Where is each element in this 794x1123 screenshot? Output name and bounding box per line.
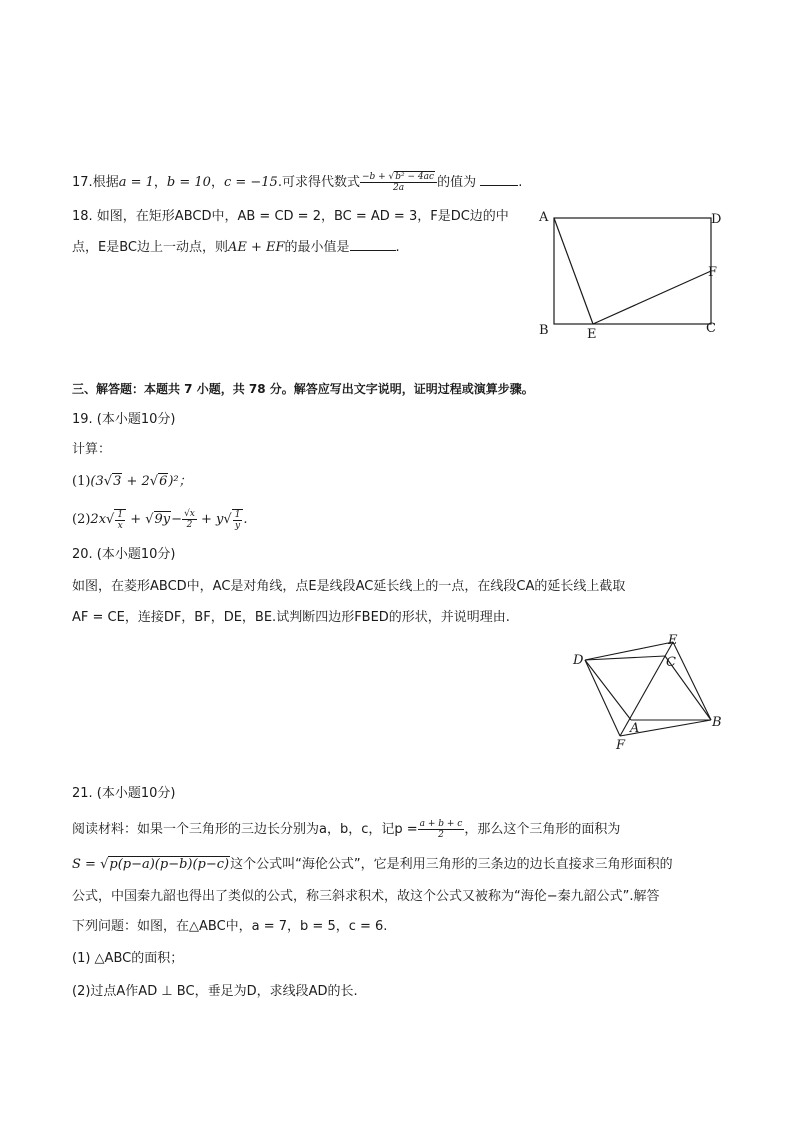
label-a: A [539, 210, 549, 225]
q19-part-1: (1)(3√3 + 2√6)²； [72, 474, 192, 489]
label-a: A [630, 721, 640, 736]
label-f: F [708, 265, 718, 280]
q20-line-2: AF = CE，连接DF，BF，DE，BE.试判断四边形FBED的形状，并说明理由. [72, 610, 510, 625]
q18-line-2: 点，E是BC边上一动点，则AE + EF的最小值是 . [72, 240, 400, 255]
q20-heading: 20. (本小题10分) [72, 547, 176, 562]
q18-rectangle-figure [530, 205, 730, 345]
q17-number: 17. [72, 175, 93, 190]
label-f: F [616, 738, 626, 753]
label-b: B [712, 715, 722, 730]
label-d: D [711, 212, 722, 227]
segment-ae [554, 218, 593, 324]
q17-b-value: b = 10 [166, 175, 211, 190]
label-e: E [668, 633, 678, 648]
label-c: C [706, 321, 716, 336]
q18-answer-blank[interactable] [350, 238, 396, 251]
q17-a-value: a = 1 [118, 175, 154, 190]
label-d: D [573, 653, 584, 668]
q21-line-2: S = √p(p−a)(p−b)(p−c)这个公式叫“海伦公式”，它是利用三角形的三条边的边长直接求三角形面积的 [72, 857, 673, 872]
q17-c-value: c = −15 [223, 175, 278, 190]
label-c: C [666, 655, 676, 670]
q19-part-2: (2)2x√ $\frac{1}{x}$ + √9y− $\frac{√x}{2}$ + y√ $\frac{1}{y}$ . [72, 509, 248, 531]
q17-fraction: $\frac{\text{−b + √b² − 4ac}}{2a}$ [360, 172, 437, 193]
q21-part-1: (1) △ABC的面积； [72, 951, 184, 966]
q21-line-3: 公式，中国秦九韶也得出了类似的公式，称三斜求积术，故这个公式又被称为“海伦−秦九韶公式”.解答 [72, 889, 660, 904]
segment-ef [593, 271, 711, 324]
question-17: 17.根据a = 1，b = 10，c = −15.可求得代数式 $\frac{\text{−b + √b² − 4ac}}{2a}$ 的值为 . [72, 172, 523, 193]
section-3-heading: 三、解答题：本题共 7 小题，共 78 分。解答应写出文字说明，证明过程或演算步骤。 [72, 382, 534, 396]
label-e: E [587, 327, 597, 342]
q17-lead: 根据 [92, 175, 119, 190]
q20-rhombus-figure [565, 630, 735, 755]
q21-heading: 21. (本小题10分) [72, 786, 176, 801]
q20-line-1: 如图，在菱形ABCD中，AC是对角线，点E是线段AC延长线上的一点，在线段CA的延长线上截取 [72, 579, 626, 594]
q21-line-1: 阅读材料：如果一个三角形的三边长分别为a，b，c，记p = $\frac{a + b + c}{2}$ ，那么这个三角形的面积为 [72, 819, 621, 840]
q19-instruction: 计算： [72, 442, 112, 457]
q17-answer-blank[interactable] [480, 173, 518, 186]
q21-line-4: 下列问题：如图，在△ABC中，a = 7，b = 5，c = 6. [72, 919, 388, 934]
q18-line-1: 18. 如图，在矩形ABCD中，AB = CD = 2，BC = AD = 3，F是DC边的中 [72, 209, 509, 224]
rectangle-abcd [554, 218, 711, 324]
label-b: B [539, 323, 549, 338]
q19-heading: 19. (本小题10分) [72, 412, 176, 427]
q21-part-2: (2)过点A作AD ⊥ BC，垂足为D，求线段AD的长. [72, 984, 358, 999]
